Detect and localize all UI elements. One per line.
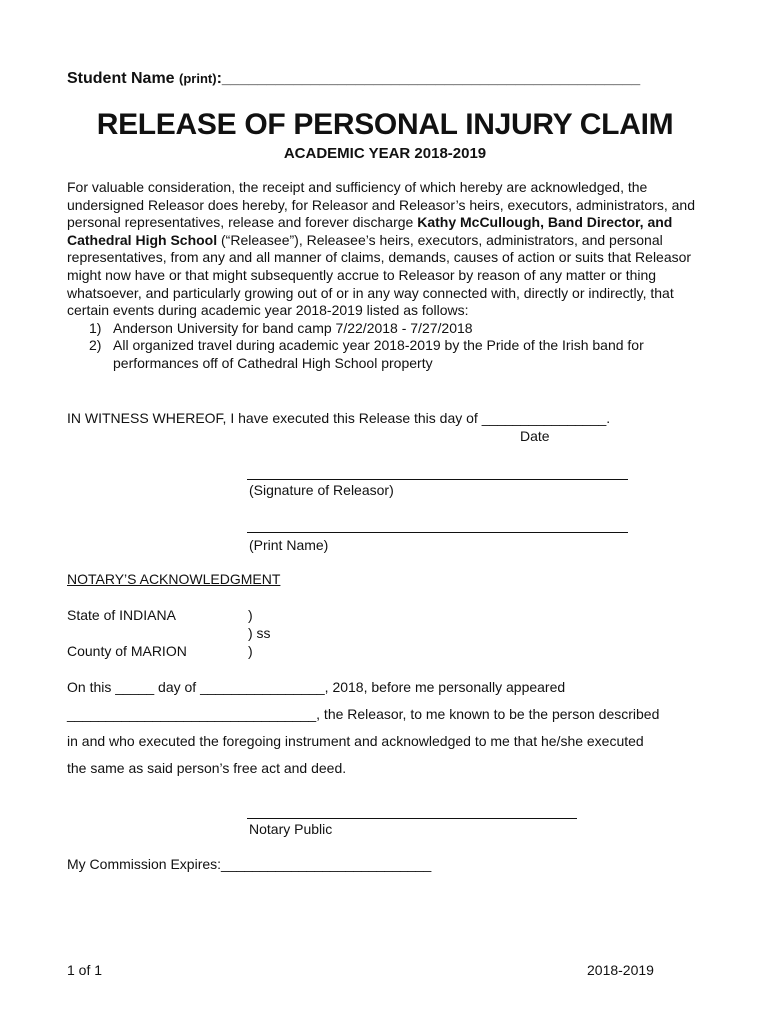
release-paragraph — [67, 179, 707, 320]
releasee-names: Kathy McCullough, Band Director, and Cathedral High School — [67, 214, 673, 248]
commission-expires: My Commission Expires:___________________________ — [67, 856, 432, 872]
student-name-line — [67, 70, 640, 88]
notary-line-2: ________________________________, the Releasor, to me known to be the person described — [67, 706, 660, 722]
notary-line-1: On this _____ day of ________________, 2018, before me personally appeared — [67, 679, 566, 695]
notary-line-4: the same as said person’s free act and deed. — [67, 760, 347, 776]
release-paragraph-start: For valuable consideration, the receipt and sufficiency of which hereby are acknowledged, the undersigned Releasor does hereby, for Releasor and Releasor’s heirs, executors, administrators, and personal representatives, release and forever discharge — [67, 179, 696, 231]
bracket-top: ) — [248, 607, 253, 623]
signature-line — [247, 479, 628, 480]
notary-heading: NOTARY’S ACKNOWLEDGMENT — [67, 571, 281, 587]
document-subtitle: ACADEMIC YEAR 2018-2019 — [283, 145, 487, 162]
list-item — [67, 337, 707, 372]
bracket-bottom: ) — [248, 643, 253, 659]
event-list — [67, 320, 707, 373]
state-label: State of INDIANA — [67, 607, 176, 623]
list-item-text: Anderson University for band camp 7/22/2018 - 7/27/2018 — [113, 319, 473, 336]
footer-year: 2018-2019 — [587, 962, 654, 978]
list-item — [67, 320, 707, 338]
release-body — [67, 179, 707, 373]
signature-label: (Signature of Releasor) — [249, 482, 394, 498]
print-name-line — [247, 532, 628, 533]
witness-statement: IN WITNESS WHEREOF, I have executed this Release this day of ________________. — [67, 410, 611, 426]
student-name-blank: :_______________________________________________ — [216, 70, 641, 87]
county-label: County of MARION — [67, 643, 187, 659]
document-title: RELEASE OF PERSONAL INJURY CLAIM — [96, 108, 674, 141]
page-number: 1 of 1 — [67, 962, 103, 978]
student-name-label: Student Name — [67, 70, 175, 87]
date-label: Date — [520, 428, 550, 444]
release-paragraph-end: (“Releasee”), Releasee’s heirs, executors, administrators, and personal representatives, from any and all manner of claims, demands, causes of action or suits that Releasor might now have or that might subsequently accrue to Releasor by reason of any matter or thing whatsoever, and particularly growing out of or in any way connected with, directly or indirectly, that certain events during academic year 2018-2019 listed as follows: — [67, 231, 692, 319]
student-print-label: (print) — [179, 71, 217, 86]
list-item-number: 1) — [89, 319, 102, 336]
notary-public-label: Notary Public — [249, 821, 333, 837]
bracket-ss: ) ss — [248, 625, 271, 641]
print-name-label: (Print Name) — [249, 537, 329, 553]
notary-line-3: in and who executed the foregoing instrument and acknowledged to me that he/she executed — [67, 733, 644, 749]
notary-signature-line — [247, 818, 577, 819]
list-item-text: All organized travel during academic year 2018-2019 by the Pride of the Irish band for performances off of Cathedral High School property — [113, 337, 644, 371]
list-item-number: 2) — [89, 337, 102, 354]
